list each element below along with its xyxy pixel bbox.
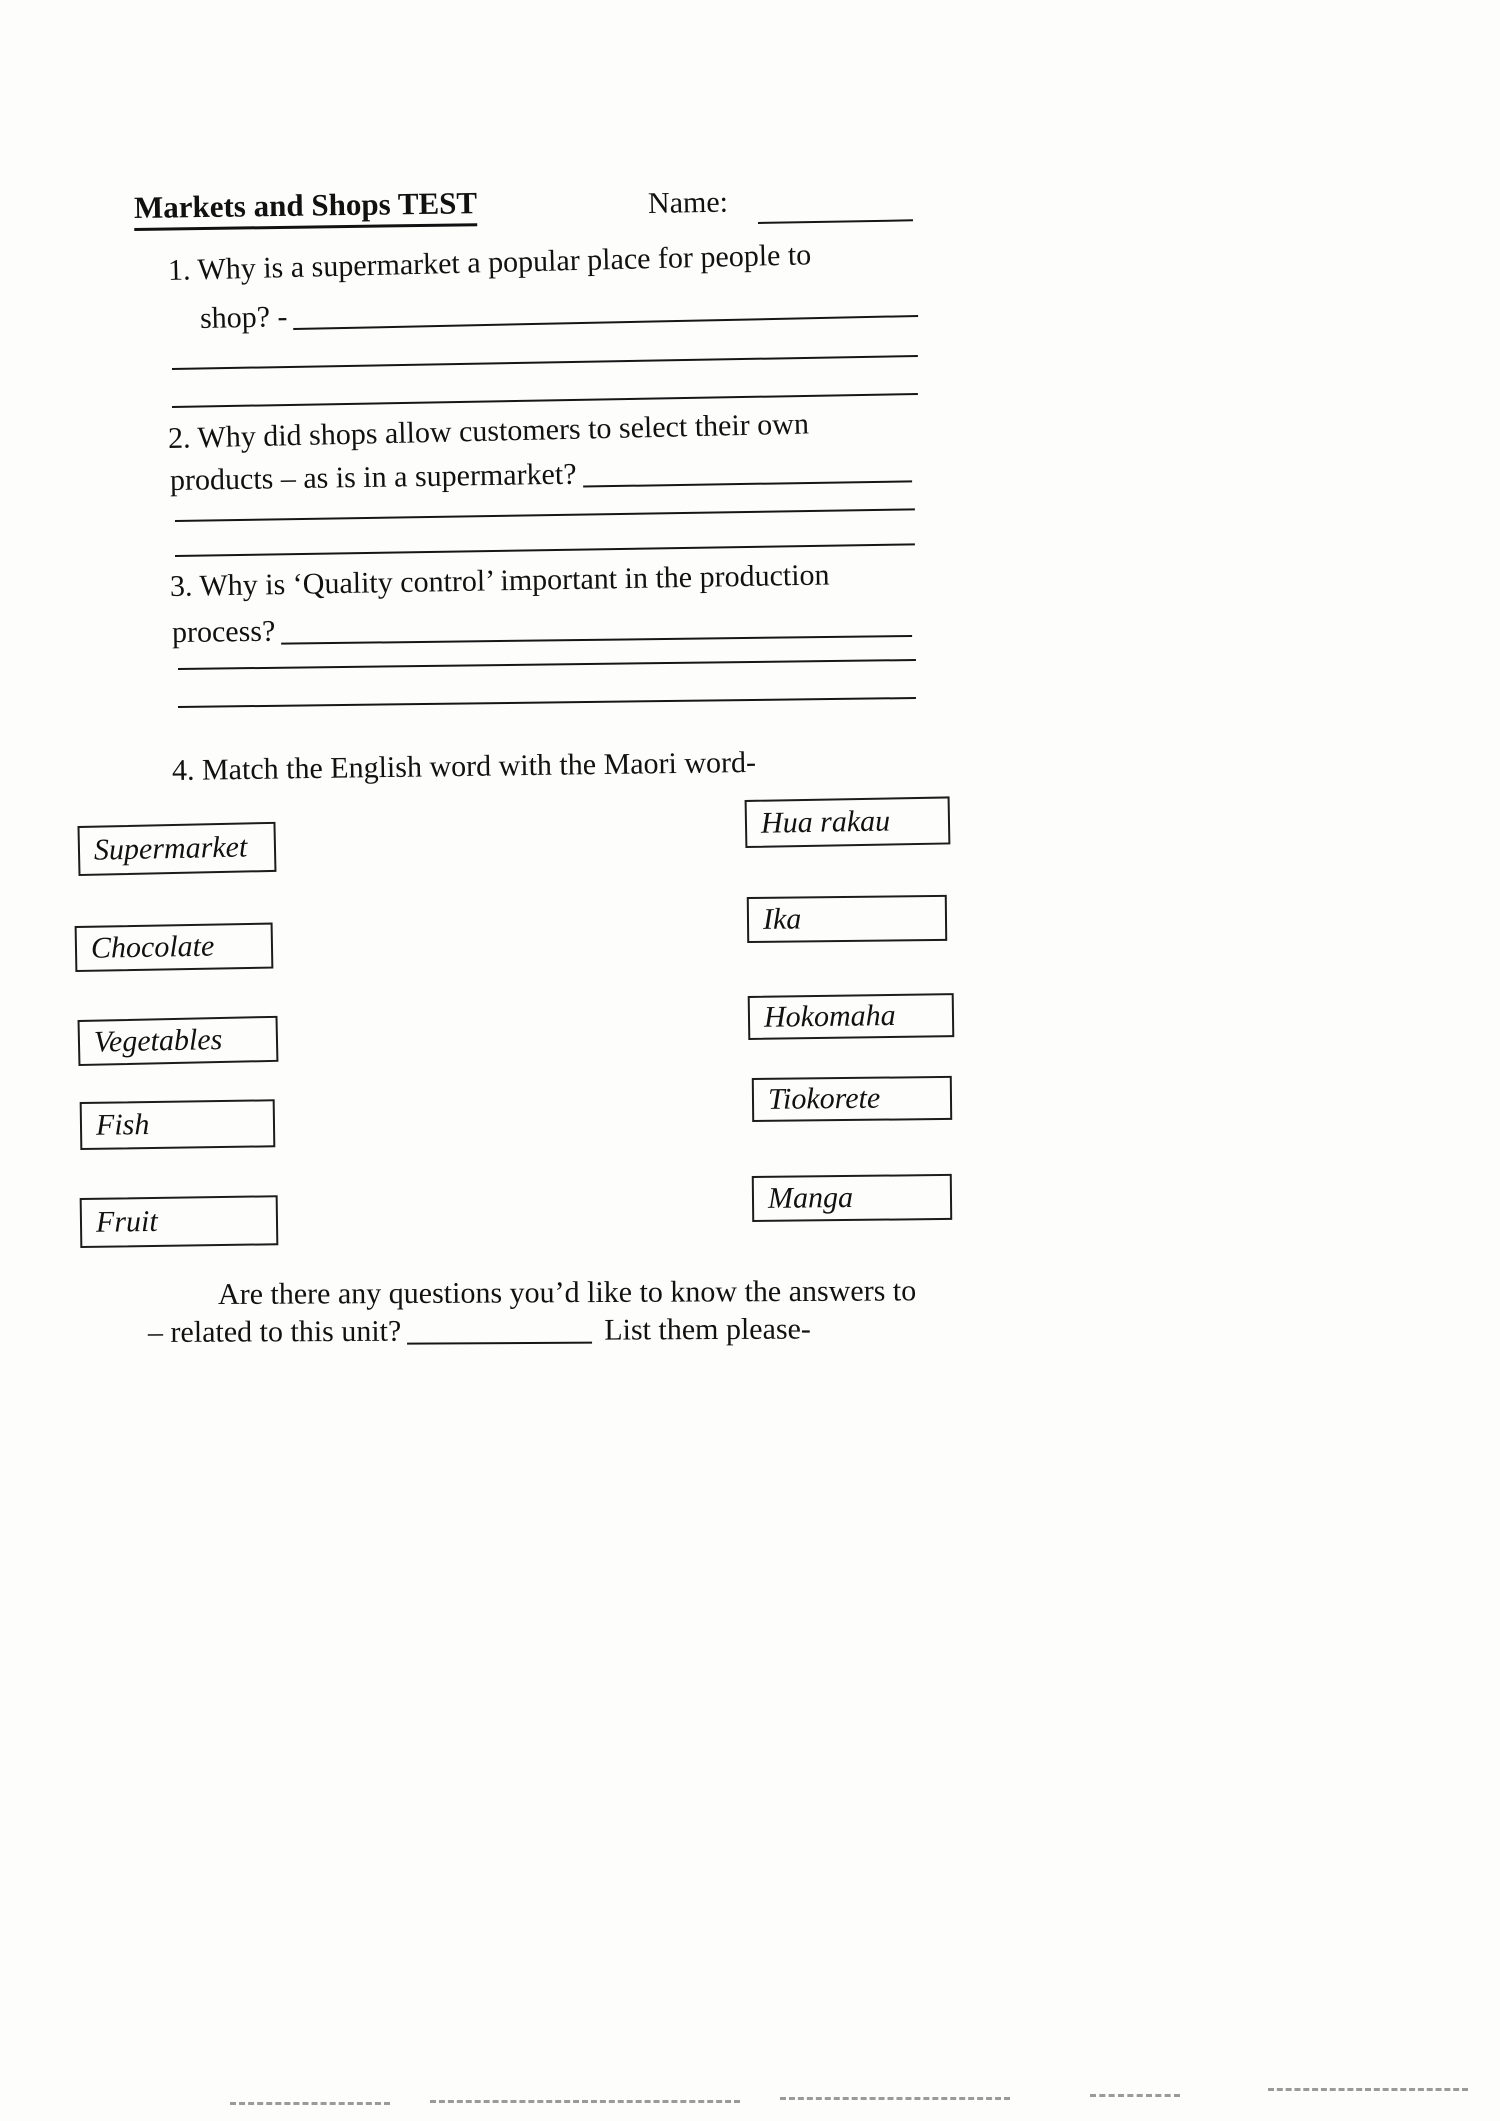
question-3-prompt: process? xyxy=(171,614,276,649)
footer-suffix: List them please- xyxy=(604,1312,811,1347)
question-3-line-2 xyxy=(172,605,912,652)
footer-question-line-2 xyxy=(148,1311,811,1352)
scan-artifact xyxy=(430,2100,740,2103)
question-2-line-2 xyxy=(170,450,912,499)
question-1-line-2 xyxy=(200,285,919,338)
english-word-box xyxy=(78,1016,279,1066)
english-word: Fish xyxy=(95,1108,150,1142)
english-word: Vegetables xyxy=(93,1022,223,1059)
page-title: Markets and Shops TEST xyxy=(134,185,478,231)
english-word-box xyxy=(75,923,274,972)
question-2-prompt: products – as is in a supermarket? xyxy=(169,457,577,497)
english-word: Fruit xyxy=(95,1204,158,1239)
maori-word-box xyxy=(748,993,955,1040)
maori-word: Hua rakau xyxy=(760,804,891,840)
maori-word-box xyxy=(747,895,947,943)
answer-line xyxy=(294,314,918,329)
answer-line xyxy=(407,1341,592,1344)
scan-artifact xyxy=(1090,2094,1180,2097)
maori-word-box xyxy=(752,1174,952,1222)
maori-word: Ika xyxy=(762,902,802,936)
english-word: Chocolate xyxy=(90,929,215,965)
scan-artifact xyxy=(230,2102,390,2105)
footer-question-line-1: Are there any questions you’d like to know the answers to xyxy=(217,1274,917,1311)
footer-prompt: – related to this unit? xyxy=(147,1314,402,1349)
scan-artifact xyxy=(780,2097,1010,2100)
english-word: Supermarket xyxy=(93,830,248,867)
english-word-box xyxy=(77,822,276,876)
english-word-box xyxy=(80,1195,279,1248)
name-label: Name: xyxy=(647,185,729,220)
answer-line xyxy=(281,634,912,644)
scan-artifact xyxy=(1268,2088,1468,2091)
maori-word: Hokomaha xyxy=(763,998,896,1034)
answer-line xyxy=(178,697,916,708)
name-blank-line xyxy=(758,219,913,224)
answer-line xyxy=(583,480,912,487)
maori-word: Tiokorete xyxy=(767,1081,881,1116)
answer-line xyxy=(175,508,915,522)
question-3-line-1: 3. Why is ‘Quality control’ important in the production xyxy=(169,558,830,603)
maori-word-box xyxy=(745,796,951,848)
question-4-text: 4. Match the English word with the Maori word- xyxy=(171,745,757,787)
maori-word-box xyxy=(752,1076,952,1122)
english-word-box xyxy=(80,1099,276,1150)
maori-word: Manga xyxy=(767,1180,854,1215)
question-1-prompt: shop? - xyxy=(199,300,288,335)
answer-line xyxy=(178,659,916,670)
answer-line xyxy=(175,543,915,557)
answer-line xyxy=(172,355,918,370)
question-1-line-1: 1. Why is a supermarket a popular place for people to xyxy=(167,238,812,287)
question-2-line-1: 2. Why did shops allow customers to select their own xyxy=(167,407,810,455)
